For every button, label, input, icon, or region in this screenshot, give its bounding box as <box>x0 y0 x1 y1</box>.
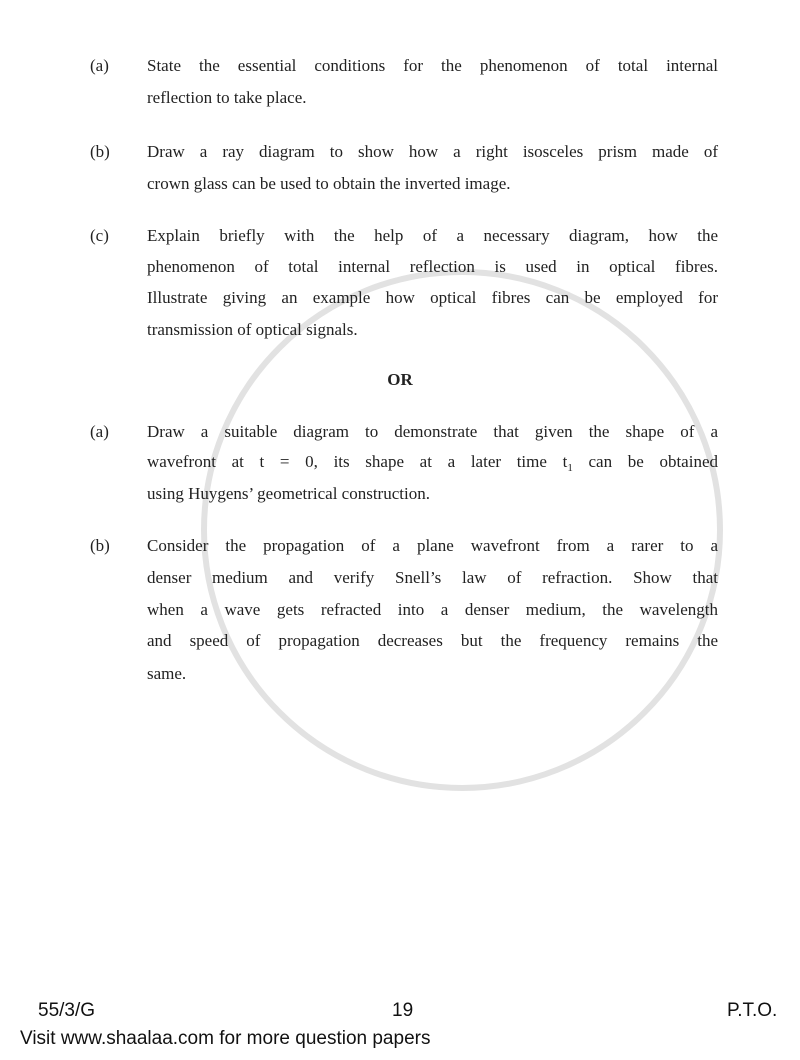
subscript: 1 <box>567 462 573 474</box>
paper-code: 55/3/G <box>38 1000 96 1021</box>
pto-label: P.T.O. <box>727 1000 778 1021</box>
page-number: 19 <box>392 1000 414 1021</box>
or-divider: OR <box>387 370 413 389</box>
question-text-line: State the essential conditions for the phenomenon of total internal <box>147 56 718 75</box>
question-label: (b) <box>90 142 110 161</box>
question-text-line: Explain briefly with the help of a necessary diagram, how the <box>147 226 718 245</box>
question-text-line: Draw a suitable diagram to demonstrate that given the shape of a <box>147 422 718 441</box>
question-text-line: when a wave gets refracted into a denser medium, the wavelength <box>147 600 718 619</box>
question-label: (b) <box>90 536 110 555</box>
question-text-line: reflection to take place. <box>147 88 307 107</box>
question-text-line <box>147 452 718 472</box>
text-part: can be obtained <box>572 452 718 471</box>
question-text-line: denser medium and verify Snell’s law of refraction. Show that <box>147 568 718 587</box>
question-text-line: same. <box>147 664 187 683</box>
text-part: wavefront at t = 0, its shape at a later time t <box>147 452 568 471</box>
question-text-line: Consider the propagation of a plane wavefront from a rarer to a <box>147 536 718 555</box>
question-text-line: crown glass can be used to obtain the inverted image. <box>147 174 511 193</box>
question-label: (a) <box>90 422 109 441</box>
question-label: (c) <box>90 226 109 245</box>
question-text-line: Draw a ray diagram to show how a right isosceles prism made of <box>147 142 718 161</box>
question-text-line: transmission of optical signals. <box>147 320 358 339</box>
question-text-line: and speed of propagation decreases but the frequency remains the <box>147 631 718 650</box>
question-text-line: Illustrate giving an example how optical fibres can be employed for <box>147 288 718 307</box>
question-text-line: phenomenon of total internal reflection is used in optical fibres. <box>147 257 718 276</box>
question-text-line: using Huygens’ geometrical construction. <box>147 484 430 503</box>
question-label: (a) <box>90 56 109 75</box>
visit-link[interactable]: Visit www.shaalaa.com for more question papers <box>20 1028 431 1049</box>
